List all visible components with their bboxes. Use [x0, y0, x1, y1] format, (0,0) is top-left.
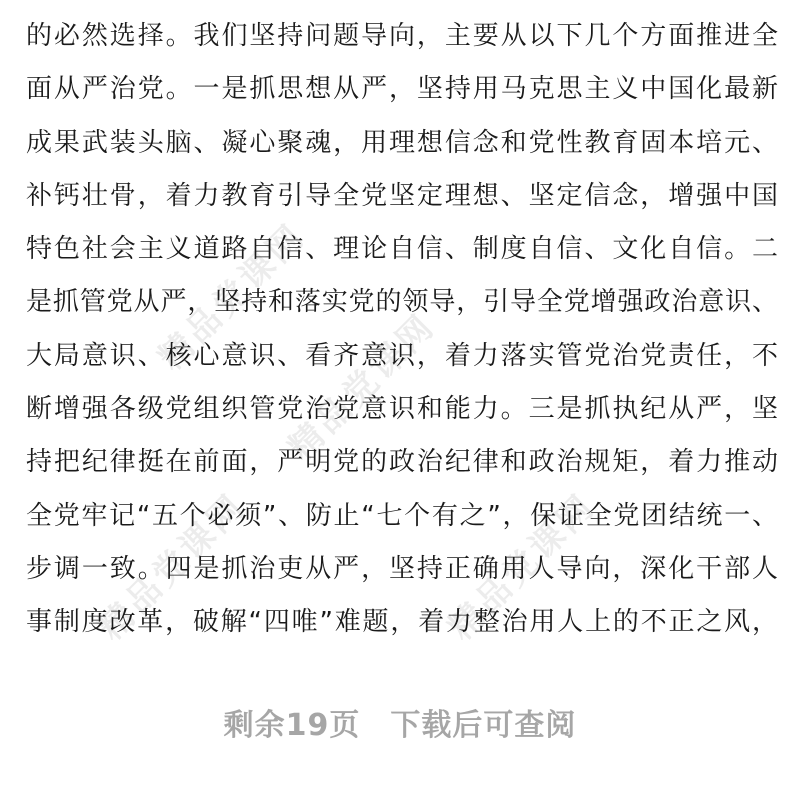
- body-line: 的必然选择。我们坚持问题导向，主要从以下几个方面推进全: [26, 21, 778, 51]
- watermark-text: 精品党课网: [91, 485, 254, 649]
- watermark-text: 精品党课网: [151, 215, 314, 379]
- body-line: 事制度改革，破解“四唯”难题，着力整治用人上的不正之风，: [26, 607, 778, 638]
- body-line: 补钙壮骨，着力教育引导全党坚定理想、坚定信念，增强中国: [26, 180, 778, 211]
- body-line: 持把纪律挺在前面，严明党的政治纪律和政治规矩，着力推动: [26, 447, 778, 478]
- watermark-text: 精品党课网: [281, 305, 444, 469]
- remaining-pages-text: 剩余19页: [223, 708, 361, 743]
- body-line: 断增强各级党组织管党治党意识和能力。三是抓执纪从严，坚: [26, 394, 778, 425]
- download-to-view-text: 下载后可查阅: [390, 708, 577, 743]
- download-prompt[interactable]: [0, 700, 800, 744]
- body-line: 步调一致。四是抓治吏从严，坚持正确用人导向，深化干部人: [26, 553, 778, 584]
- body-line: 大局意识、核心意识、看齐意识，着力落实管党治党责任，不: [26, 340, 778, 371]
- body-line: 特色社会主义道路自信、理论自信、制度自信、文化自信。二: [26, 234, 778, 265]
- body-line: 全党牢记“五个必须”、防止“七个有之”，保证全党团结统一、: [26, 500, 778, 531]
- watermark-text: 精品党课网: [441, 485, 604, 649]
- body-line: 面从严治党。一是抓思想从严，坚持用马克思主义中国化最新: [26, 74, 778, 105]
- document-body: [26, 10, 778, 650]
- body-line: 是抓管党从严，坚持和落实党的领导，引导全党增强政治意识、: [26, 287, 778, 318]
- body-line: 成果武装头脑、凝心聚魂，用理想信念和党性教育固本培元、: [26, 127, 778, 158]
